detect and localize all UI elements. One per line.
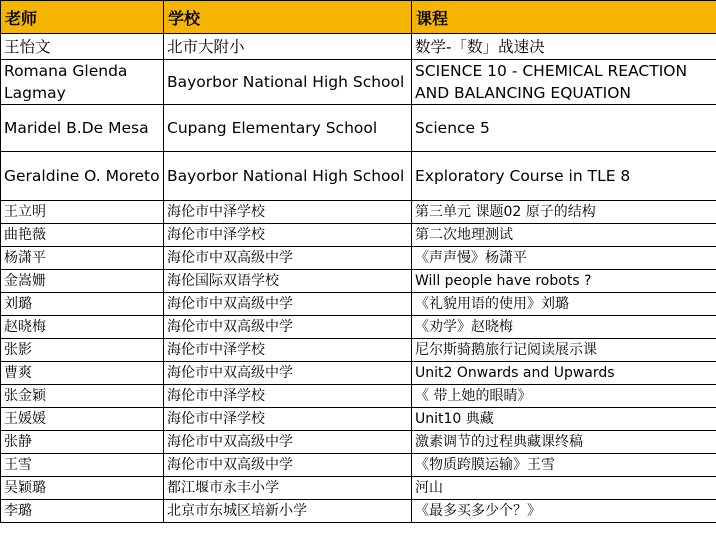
teacher-cell: 王媛媛 xyxy=(1,408,164,431)
course-cell: 《劝学》赵晓梅 xyxy=(412,316,716,339)
table-row xyxy=(1,60,716,105)
table-row xyxy=(1,477,716,500)
school-cell: 北京市东城区培新小学 xyxy=(164,500,412,523)
course-cell: SCIENCE 10 - CHEMICAL REACTION AND BALANCING EQUATION xyxy=(412,60,716,105)
teacher-cell: 王怡文 xyxy=(1,34,164,60)
course-cell: 《最多买多少个？》 xyxy=(412,500,716,523)
school-cell: 海伦市中双高级中学 xyxy=(164,431,412,454)
header-course: 课程 xyxy=(412,1,716,34)
header-row xyxy=(1,1,716,34)
course-cell: 尼尔斯骑鹅旅行记阅读展示课 xyxy=(412,339,716,362)
table-row xyxy=(1,454,716,477)
teacher-cell: 张影 xyxy=(1,339,164,362)
school-cell: 海伦市中双高级中学 xyxy=(164,362,412,385)
teacher-cell: 曲艳薇 xyxy=(1,224,164,247)
table-row xyxy=(1,408,716,431)
teacher-cell: 李璐 xyxy=(1,500,164,523)
teacher-cell: 杨潇平 xyxy=(1,247,164,270)
course-cell: Unit10 典藏 xyxy=(412,408,716,431)
teacher-cell: 王立明 xyxy=(1,201,164,224)
course-cell: Will people have robots ? xyxy=(412,270,716,293)
school-cell: Bayorbor National High School xyxy=(164,152,412,201)
school-cell: 海伦市中泽学校 xyxy=(164,201,412,224)
table-row xyxy=(1,34,716,60)
teacher-cell: Geraldine O. Moreto xyxy=(1,152,164,201)
course-cell: 《 带上她的眼睛》 xyxy=(412,385,716,408)
teacher-cell: 刘璐 xyxy=(1,293,164,316)
school-cell: 北市大附小 xyxy=(164,34,412,60)
teacher-cell: 吴颖璐 xyxy=(1,477,164,500)
school-cell: 海伦市中双高级中学 xyxy=(164,293,412,316)
table-row xyxy=(1,500,716,523)
school-cell: 海伦市中泽学校 xyxy=(164,339,412,362)
table-row xyxy=(1,201,716,224)
table-row xyxy=(1,431,716,454)
school-cell: 海伦市中泽学校 xyxy=(164,408,412,431)
course-cell: 《物质跨膜运输》王雪 xyxy=(412,454,716,477)
course-cell: 激素调节的过程典藏课终稿 xyxy=(412,431,716,454)
school-cell: 海伦市中双高级中学 xyxy=(164,454,412,477)
school-cell: 海伦国际双语学校 xyxy=(164,270,412,293)
school-cell: 海伦市中泽学校 xyxy=(164,385,412,408)
course-cell: 《礼貌用语的使用》刘璐 xyxy=(412,293,716,316)
course-cell: 第二次地理测试 xyxy=(412,224,716,247)
course-cell: Science 5 xyxy=(412,105,716,152)
table-row xyxy=(1,293,716,316)
course-cell: 数学-「数」战速决 xyxy=(412,34,716,60)
table-row xyxy=(1,385,716,408)
table-row xyxy=(1,152,716,201)
school-cell: 海伦市中泽学校 xyxy=(164,224,412,247)
teacher-cell: Romana Glenda Lagmay xyxy=(1,60,164,105)
teacher-cell: 张金颖 xyxy=(1,385,164,408)
teacher-cell: 赵晓梅 xyxy=(1,316,164,339)
school-cell: Bayorbor National High School xyxy=(164,60,412,105)
header-school: 学校 xyxy=(164,1,412,34)
table-row xyxy=(1,339,716,362)
school-cell: 海伦市中双高级中学 xyxy=(164,247,412,270)
teacher-cell: 张静 xyxy=(1,431,164,454)
teacher-cell: 金嵩姗 xyxy=(1,270,164,293)
table-row xyxy=(1,105,716,152)
course-cell: Unit2 Onwards and Upwards xyxy=(412,362,716,385)
course-cell: 《声声慢》杨潇平 xyxy=(412,247,716,270)
teacher-cell: 曹爽 xyxy=(1,362,164,385)
table-row xyxy=(1,247,716,270)
course-cell: Exploratory Course in TLE 8 xyxy=(412,152,716,201)
teacher-cell: 王雪 xyxy=(1,454,164,477)
table-row xyxy=(1,224,716,247)
table-row xyxy=(1,316,716,339)
course-cell: 河山 xyxy=(412,477,716,500)
table-row xyxy=(1,362,716,385)
teacher-cell: Maridel B.De Mesa xyxy=(1,105,164,152)
course-cell: 第三单元 课题02 原子的结构 xyxy=(412,201,716,224)
header-teacher: 老师 xyxy=(1,1,164,34)
school-cell: 海伦市中双高级中学 xyxy=(164,316,412,339)
table-row xyxy=(1,270,716,293)
school-cell: Cupang Elementary School xyxy=(164,105,412,152)
school-cell: 都江堰市永丰小学 xyxy=(164,477,412,500)
